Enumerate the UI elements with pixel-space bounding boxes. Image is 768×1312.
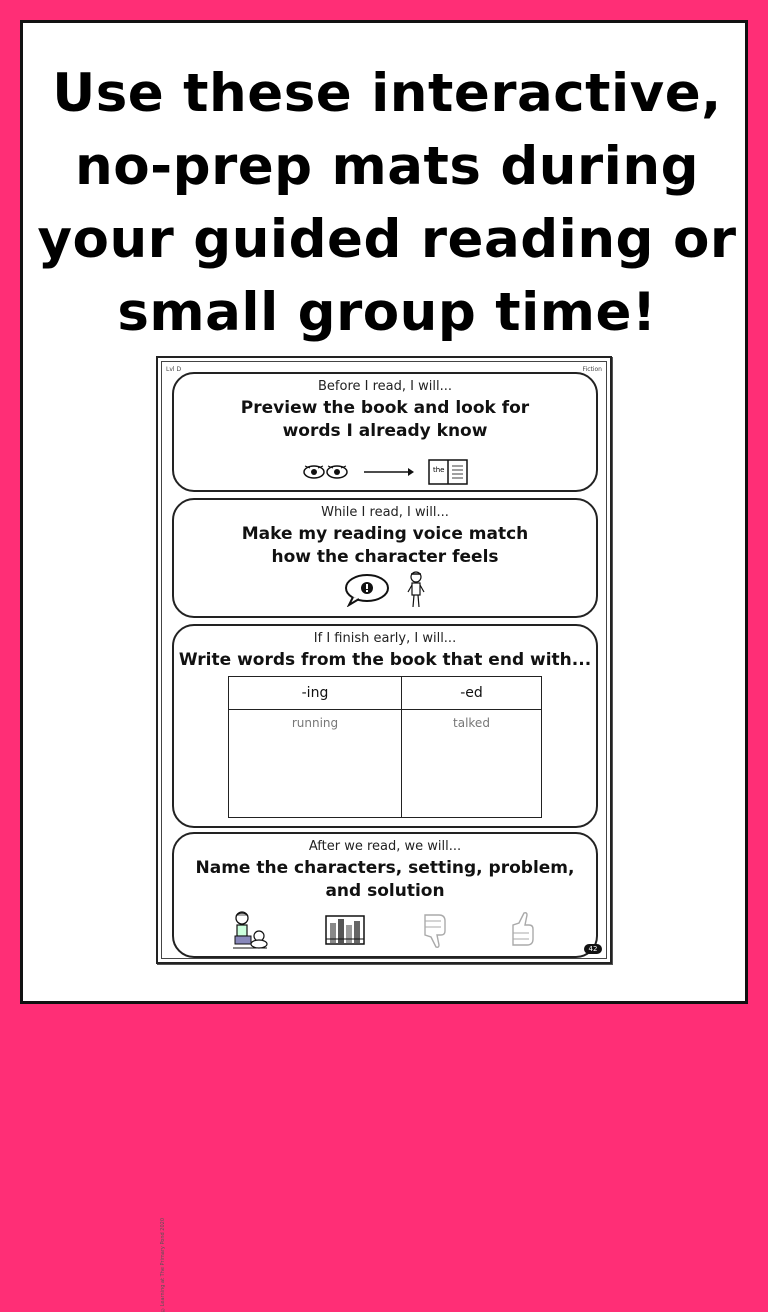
thumbs-down-icon (421, 911, 453, 949)
table-header-row (229, 677, 542, 710)
level-label: Lvl D (166, 366, 182, 373)
page-number: 42 (584, 944, 602, 954)
after-goal-line-2: and solution (325, 881, 445, 901)
early-goal: Write words from the book that end with... (178, 650, 592, 670)
while-reading-section (172, 498, 598, 618)
early-subtitle: If I finish early, I will... (313, 631, 457, 646)
table-header-ed: -ed (401, 677, 541, 710)
child-icon (405, 570, 427, 610)
before-subtitle: Before I read, I will... (318, 379, 452, 394)
while-goal-line-1: Make my reading voice match (241, 524, 529, 544)
genre-label: Fiction (582, 366, 602, 373)
eyes-icon (302, 462, 350, 482)
headline-line-1: Use these interactive, (52, 63, 722, 124)
while-subtitle: While I read, I will... (321, 505, 449, 520)
before-icons (174, 458, 596, 486)
setting-icon (325, 915, 365, 945)
book-icon (428, 458, 468, 486)
before-goal-line-2: words I already know (282, 421, 488, 441)
characters-icon (229, 910, 269, 950)
table-cell-ing[interactable]: running (229, 710, 402, 818)
arrow-icon (364, 466, 414, 478)
after-reading-section (172, 832, 598, 958)
headline-line-2: no-prep mats during (74, 136, 700, 197)
thumbs-up-icon (509, 911, 541, 949)
book-word: the (433, 466, 445, 474)
before-reading-section (172, 372, 598, 492)
headline-line-4: small group time! (117, 282, 657, 343)
while-goal-line-2: how the character feels (271, 547, 499, 567)
before-goal-line-1: Preview the book and look for (240, 398, 530, 418)
after-subtitle: After we read, we will... (308, 839, 462, 854)
while-icons (174, 570, 596, 610)
table-cell-ed[interactable]: talked (401, 710, 541, 818)
headline-line-3: your guided reading or (37, 209, 737, 270)
copyright-text: ©Learning at The Primary Pond 2020 (160, 1218, 166, 1312)
table-header-ing: -ing (229, 677, 402, 710)
table-row (229, 710, 542, 818)
speech-bubble-icon (343, 573, 391, 607)
after-goal-line-1: Name the characters, setting, problem, (195, 858, 575, 878)
headline (23, 57, 751, 349)
word-endings-table (228, 676, 542, 818)
finish-early-section (172, 624, 598, 828)
after-icons (174, 910, 596, 950)
